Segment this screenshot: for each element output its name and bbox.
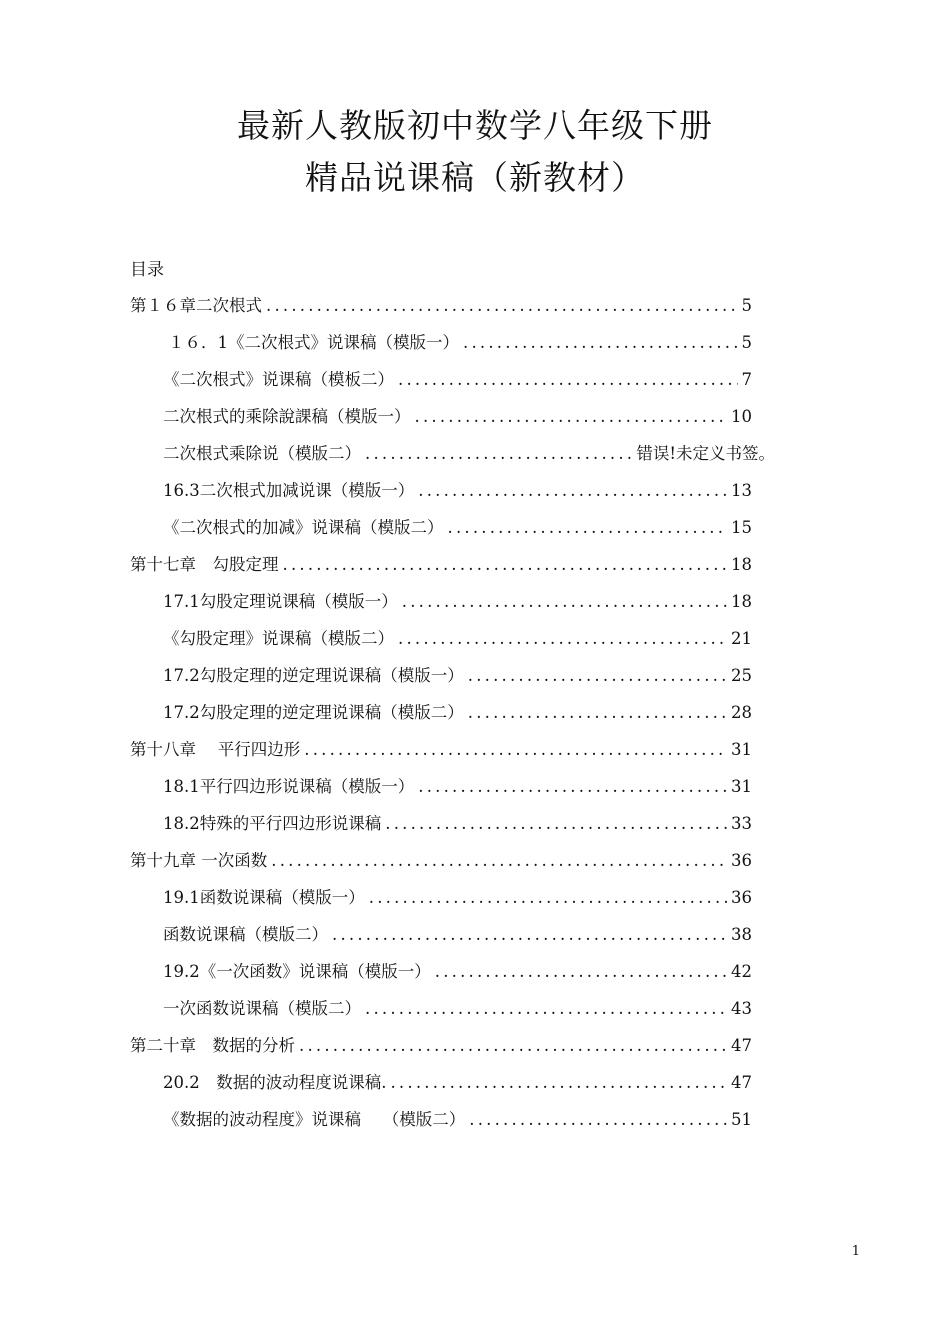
toc-entry-page: 36	[731, 851, 752, 870]
toc-leader-dots	[448, 515, 728, 541]
toc-entry-label: 19.2《一次函数》说课稿（模版一）	[163, 962, 431, 981]
toc-entry-page: 43	[731, 999, 752, 1018]
toc-entry-label: 一次函数说课稿（模版二）	[163, 999, 361, 1018]
toc-leader-dots	[385, 811, 727, 837]
toc-entry-label: 20.2 数据的波动程度说课稿.	[163, 1073, 387, 1092]
toc-entry-label: 17.2勾股定理的逆定理说课稿（模版二）	[163, 703, 464, 722]
toc-entry-label: 第１６章二次根式	[130, 296, 262, 315]
toc-leader-dots	[418, 774, 727, 800]
toc-entry-page: 42	[731, 962, 752, 981]
toc-leader-dots	[398, 367, 738, 393]
toc-entry-page: 5	[741, 333, 752, 352]
toc-entry-label: 第十七章 勾股定理	[130, 555, 279, 574]
toc-entry-page: 25	[731, 666, 752, 685]
toc-entry-label: 《数据的波动程度》说课稿 （模版二）	[163, 1110, 466, 1129]
document-title-line-1: 最新人教版初中数学八年级下册	[237, 106, 713, 145]
toc-entry-page: 7	[741, 370, 752, 389]
toc-entry-chapter-18[interactable]	[130, 737, 752, 763]
toc-entry-page: 28	[731, 703, 752, 722]
toc-leader-dots	[283, 552, 728, 578]
toc-entry-label: 16.3二次根式加减说课（模版一）	[163, 481, 415, 500]
toc-entry-16-3-template-1[interactable]	[163, 478, 752, 504]
toc-leader-dots	[398, 626, 727, 652]
toc-entry-chapter-16[interactable]	[130, 293, 752, 319]
toc-entry-label: 17.1勾股定理说课稿（模版一）	[163, 592, 398, 611]
toc-leader-dots	[418, 478, 727, 504]
toc-leader-dots	[402, 589, 727, 615]
toc-entry-page-error: 错误!未定义书签。	[636, 444, 775, 463]
toc-heading: 目录	[130, 260, 164, 280]
toc-entry-18-1-template-1[interactable]	[163, 774, 752, 800]
toc-entry-label: 二次根式的乘除說課稿（模版一）	[163, 407, 411, 426]
toc-entry-label: 函数说课稿（模版二）	[163, 925, 328, 944]
toc-entry-16-1-template-2[interactable]	[163, 367, 752, 393]
toc-leader-dots	[415, 404, 728, 430]
toc-leader-dots	[271, 848, 727, 874]
page-number: 1	[851, 1244, 860, 1259]
toc-entry-page: 33	[731, 814, 752, 833]
toc-entry-label: 17.2勾股定理的逆定理说课稿（模版一）	[163, 666, 464, 685]
toc-leader-dots	[332, 922, 727, 948]
toc-leader-dots	[468, 700, 727, 726]
toc-leader-dots	[266, 293, 738, 319]
toc-entry-page: 15	[731, 518, 752, 537]
toc-entry-16-2-template-1[interactable]	[163, 404, 752, 430]
toc-entry-16-1-template-1[interactable]	[168, 330, 752, 356]
document-title-line-2: 精品说课稿（新教材）	[305, 158, 645, 197]
toc-entry-page: 10	[731, 407, 752, 426]
toc-leader-dots	[390, 1070, 727, 1096]
toc-entry-18-2[interactable]	[163, 811, 752, 837]
toc-entry-chapter-19[interactable]	[130, 848, 752, 874]
toc-entry-page: 36	[731, 888, 752, 907]
toc-entry-19-1-template-1[interactable]	[163, 885, 752, 911]
toc-entry-label: 19.1函数说课稿（模版一）	[163, 888, 365, 907]
toc-entry-page: 31	[731, 777, 752, 796]
toc-entry-page: 47	[731, 1073, 752, 1092]
toc-entry-page: 18	[731, 555, 752, 574]
toc-leader-dots	[304, 737, 727, 763]
toc-entry-20-2-template-2[interactable]	[163, 1107, 752, 1133]
toc-entry-page: 18	[731, 592, 752, 611]
toc-leader-dots	[469, 1107, 727, 1133]
toc-entry-page: 13	[731, 481, 752, 500]
toc-leader-dots	[369, 885, 727, 911]
toc-entry-label: 《二次根式》说课稿（模板二）	[163, 370, 394, 389]
toc-entry-19-1-template-2[interactable]	[163, 922, 752, 948]
toc-entry-chapter-20[interactable]	[130, 1033, 752, 1059]
toc-entry-17-1-template-2[interactable]	[163, 626, 752, 652]
toc-entry-page: 38	[731, 925, 752, 944]
toc-entry-page: 21	[731, 629, 752, 648]
toc-entry-20-2-template-1[interactable]	[163, 1070, 752, 1096]
toc-entry-chapter-17[interactable]	[130, 552, 752, 578]
toc-entry-17-2-template-2[interactable]	[163, 700, 752, 726]
toc-entry-label: 二次根式乘除说（模版二）	[163, 444, 361, 463]
toc-entry-page: 31	[731, 740, 752, 759]
toc-entry-label: 《二次根式的加减》说课稿（模版二）	[163, 518, 444, 537]
toc-leader-dots	[299, 1033, 727, 1059]
toc-entry-label: 18.1平行四边形说课稿（模版一）	[163, 777, 415, 796]
toc-leader-dots	[365, 996, 727, 1022]
toc-entry-16-3-template-2[interactable]	[163, 515, 752, 541]
toc-leader-dots	[435, 959, 727, 985]
toc-entry-19-2-template-2[interactable]	[163, 996, 752, 1022]
toc-entry-16-2-template-2[interactable]	[163, 441, 775, 467]
toc-entry-17-2-template-1[interactable]	[163, 663, 752, 689]
toc-leader-dots	[365, 441, 632, 467]
toc-entry-label: 18.2特殊的平行四边形说课稿	[163, 814, 382, 833]
toc-entry-page: 5	[741, 296, 752, 315]
toc-leader-dots	[468, 663, 727, 689]
toc-entry-17-1-template-1[interactable]	[163, 589, 752, 615]
toc-entry-page: 51	[731, 1110, 752, 1129]
toc-entry-label: 第十九章 一次函数	[130, 851, 268, 870]
toc-entry-page: 47	[731, 1036, 752, 1055]
toc-entry-19-2-template-1[interactable]	[163, 959, 752, 985]
toc-entry-label: １６．1《二次根式》说课稿（模版一）	[168, 333, 459, 352]
toc-entry-label: 《勾股定理》说课稿（模版二）	[163, 629, 394, 648]
toc-entry-label: 第二十章 数据的分析	[130, 1036, 295, 1055]
toc-entry-label: 第十八章 平行四边形	[130, 740, 301, 759]
toc-leader-dots	[463, 330, 738, 356]
